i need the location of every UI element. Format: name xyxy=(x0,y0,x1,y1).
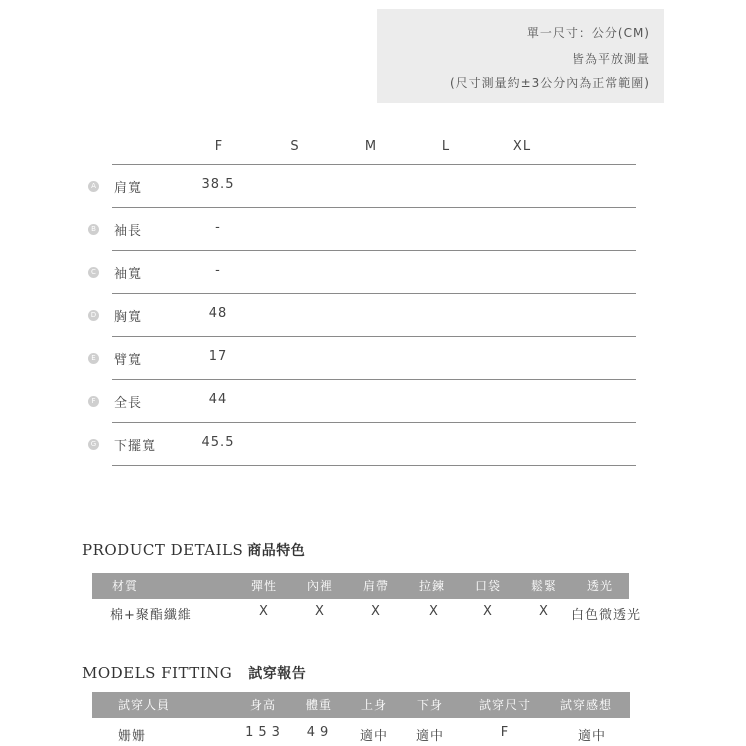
mf-header-height: 身高 xyxy=(249,698,276,712)
badge-d: D xyxy=(88,310,99,321)
product-details-title-en: PRODUCT DETAILS xyxy=(82,541,244,559)
size-row-sleeve-length xyxy=(86,210,636,252)
size-col-xl: XL xyxy=(512,139,532,154)
pd-header-elastic: 彈性 xyxy=(250,579,277,593)
badge-e: E xyxy=(88,353,99,364)
size-row-sleeve-width xyxy=(86,253,636,295)
badge-a: A xyxy=(88,181,99,192)
mf-value-height: 153 xyxy=(245,725,285,740)
pd-value-pocket: X xyxy=(483,604,493,619)
badge-c: C xyxy=(88,267,99,278)
models-fitting-title xyxy=(82,663,306,683)
pd-header-stretch: 鬆緊 xyxy=(530,579,557,593)
size-row-arm xyxy=(86,339,636,381)
row-divider xyxy=(112,336,636,337)
pd-value-elastic: X xyxy=(259,604,269,619)
pd-value-stretch: X xyxy=(539,604,549,619)
mf-value-bottom: 適中 xyxy=(415,729,444,744)
models-fitting-header-bar xyxy=(92,692,630,718)
models-fitting-title-cn: 試穿報告 xyxy=(248,666,307,682)
unit-note-box xyxy=(377,9,664,103)
pd-header-lining: 內裡 xyxy=(306,579,333,593)
size-table-header-rule xyxy=(112,164,636,165)
mf-header-size: 試穿尺寸 xyxy=(478,698,531,712)
row-divider xyxy=(112,293,636,294)
mf-value-weight: 49 xyxy=(306,725,334,740)
mf-header-weight: 體重 xyxy=(305,698,332,712)
unit-note-line-2: 皆為平放測量 xyxy=(571,52,650,66)
mf-header-bottom: 下身 xyxy=(416,698,443,712)
size-row-hem xyxy=(86,425,636,467)
pd-value-lining: X xyxy=(315,604,325,619)
pd-value-zipper: X xyxy=(429,604,439,619)
mf-value-model: 姗姗 xyxy=(118,729,147,744)
size-row-label: 臂寬 xyxy=(114,353,143,368)
size-row-label: 袖長 xyxy=(114,224,143,239)
size-row-value-f: 17 xyxy=(208,349,228,364)
pd-header-zipper: 拉鍊 xyxy=(418,579,445,593)
badge-b: B xyxy=(88,224,99,235)
pd-header-sheer: 透光 xyxy=(586,579,613,593)
size-col-s: S xyxy=(290,139,300,154)
row-divider xyxy=(112,379,636,380)
size-col-f: F xyxy=(214,139,224,154)
mf-value-size: F xyxy=(500,725,510,740)
mf-value-feeling: 適中 xyxy=(577,729,606,744)
size-col-l: L xyxy=(441,139,451,154)
size-row-label: 肩寬 xyxy=(114,181,143,196)
product-details-title xyxy=(82,540,305,560)
badge-f: F xyxy=(88,396,99,407)
mf-header-top: 上身 xyxy=(360,698,387,712)
models-fitting-title-en: MODELS FITTING xyxy=(82,664,233,682)
size-row-chest xyxy=(86,296,636,338)
size-row-length xyxy=(86,382,636,424)
product-details-header-bar xyxy=(92,573,629,599)
pd-value-strap: X xyxy=(371,604,381,619)
size-row-value-f: - xyxy=(215,220,221,235)
mf-value-top: 適中 xyxy=(359,729,388,744)
pd-value-sheer: 白色微透光 xyxy=(571,608,642,623)
row-divider xyxy=(112,465,636,466)
size-row-value-f: 45.5 xyxy=(201,435,235,450)
size-row-label: 下擺寬 xyxy=(114,439,157,454)
size-row-value-f: 44 xyxy=(208,392,228,407)
unit-note-line-1: 單一尺寸：公分(CM) xyxy=(526,26,650,40)
badge-g: G xyxy=(88,439,99,450)
product-details-title-cn: 商品特色 xyxy=(247,543,306,559)
row-divider xyxy=(112,250,636,251)
pd-header-strap: 肩帶 xyxy=(362,579,389,593)
size-row-shoulder xyxy=(86,167,636,209)
size-row-label: 胸寬 xyxy=(114,310,143,325)
mf-header-feeling: 試穿感想 xyxy=(559,698,612,712)
size-row-label: 袖寬 xyxy=(114,267,143,282)
unit-note-line-3: (尺寸測量約±3公分內為正常範圍) xyxy=(449,76,650,90)
size-row-value-f: 48 xyxy=(208,306,228,321)
size-row-value-f: - xyxy=(215,263,221,278)
size-col-m: M xyxy=(364,139,378,154)
pd-header-pocket: 口袋 xyxy=(474,579,501,593)
size-row-value-f: 38.5 xyxy=(201,177,235,192)
row-divider xyxy=(112,422,636,423)
pd-header-material: 材質 xyxy=(112,579,139,593)
row-divider xyxy=(112,207,636,208)
size-row-label: 全長 xyxy=(114,396,143,411)
mf-header-model: 試穿人員 xyxy=(118,698,171,712)
pd-value-material: 棉+聚酯纖維 xyxy=(110,608,192,623)
